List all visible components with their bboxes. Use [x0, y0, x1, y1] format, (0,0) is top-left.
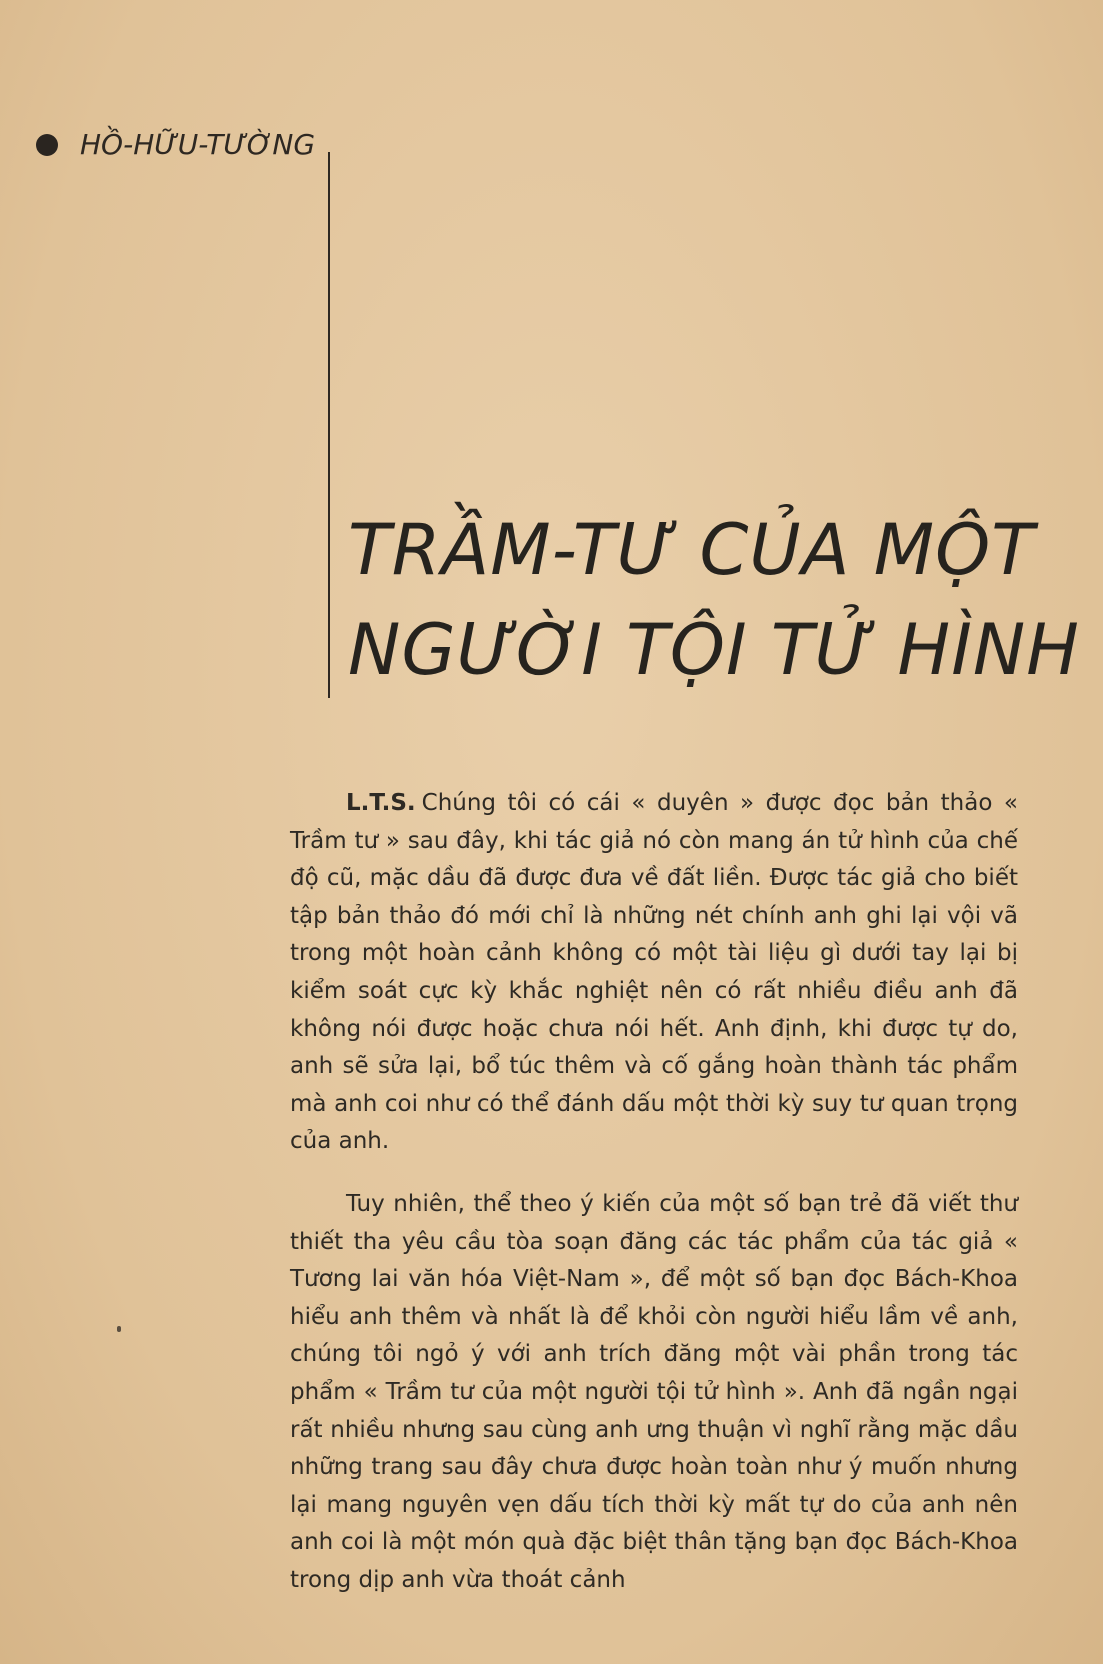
- paragraph-1-text: Chúng tôi có cái « duyên » được đọc bản thảo « Trầm tư » sau đây, khi tác giả nó còn mang án tử hình của chế độ cũ, mặc dầu đã được đưa về đất liền. Được tác giả cho biết tập bản thảo đó mới chỉ là những nét chính anh ghi lại vội vã trong một hoàn cảnh không có một tài liệu gì dưới tay lại bị kiểm soát cực kỳ khắc nghiệt nên có rất nhiều điều anh đã không nói được hoặc chưa nói hết. Anh định, khi được tự do, anh sẽ sửa lại, bổ túc thêm và cố gắng hoàn thành tác phẩm mà anh coi như có thể đánh dấu một thời kỳ suy tư quan trọng của anh.: [290, 790, 1018, 1155]
- title-line-2: NGƯỜI TỘI TỬ HÌNH: [348, 609, 1080, 691]
- bullet-dot-icon: [36, 134, 58, 156]
- lts-label: L.T.S.: [346, 790, 416, 816]
- body-paragraph-2: Tuy nhiên, thể theo ý kiến của một số bạn trẻ đã viết thư thiết tha yêu cầu tòa soạn đăng các tác phẩm của tác giả « Tương lai văn hóa Việt-Nam », để một số bạn đọc Bách-Khoa hiểu anh thêm và nhất là để khỏi còn người hiểu lầm về anh, chúng tôi ngỏ ý với anh trích đăng một vài phần trong tác phẩm « Trầm tư của một người tội tử hình ». Anh đã ngần ngại rất nhiều nhưng sau cùng anh ưng thuận vì nghĩ rằng mặc dầu những trang sau đây chưa được hoàn toàn như ý muốn nhưng lại mang nguyên vẹn dấu tích thời kỳ mất tự do của anh nên anh coi là một món quà đặc biệt thân tặng bạn đọc Bách-Khoa trong dịp anh vừa thoát cảnh: [290, 1190, 1018, 1593]
- vertical-rule: [328, 152, 330, 698]
- paper-speck: [117, 1326, 121, 1332]
- author-byline: [36, 128, 315, 161]
- author-name: HỒ-HỮU-TƯỜNG: [80, 128, 316, 161]
- article-body: [290, 785, 1018, 1599]
- editor-note-paragraph: [290, 785, 1018, 1161]
- title-line-1: TRẦM-TƯ CỦA MỘT: [348, 509, 1036, 591]
- article-title: [348, 500, 1080, 700]
